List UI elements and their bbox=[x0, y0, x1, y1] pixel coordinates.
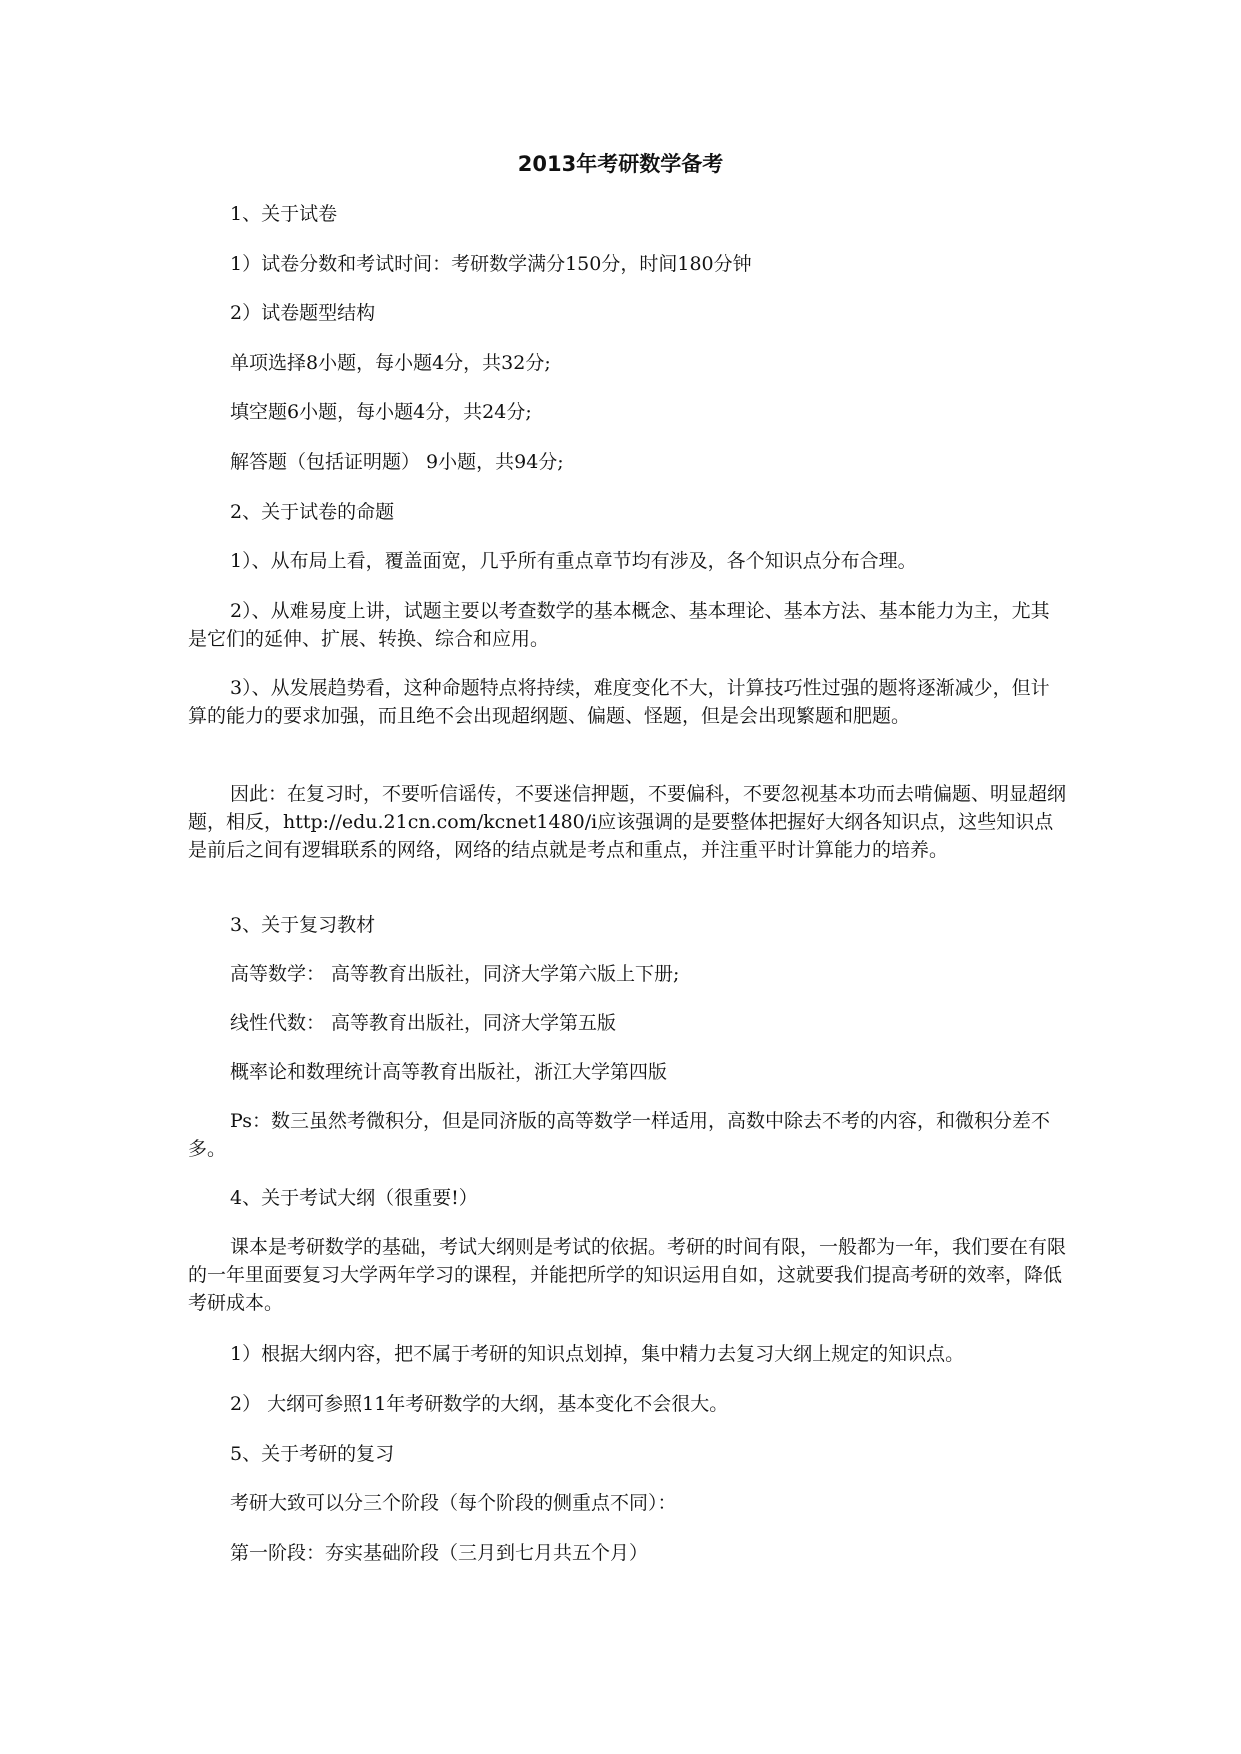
section-heading-3: 3、关于复习教材 bbox=[230, 914, 376, 936]
section-heading-2: 2、关于试卷的命题 bbox=[230, 501, 395, 523]
paragraph: 1）根据大纲内容，把不属于考研的知识点划掉，集中精力去复习大纲上规定的知识点。 bbox=[230, 1343, 965, 1365]
paragraph: 2）试卷题型结构 bbox=[230, 302, 376, 324]
paragraph: 因此：在复习时，不要听信谣传，不要迷信押题，不要偏科，不要忽视基本功而去啃偏题、明显超纲题，相反，http://edu.21cn.com/kcnet1480/i应该强调的是要整体把握好大纲各知识点，这些知识点是前后之间有逻辑联系的网络，网络的结点就是考点和重点，并注重平时计算能力的培养。 bbox=[188, 783, 1067, 861]
paragraph: 3）、从发展趋势看，这种命题特点将持续，难度变化不大，计算技巧性过强的题将逐渐减少，但计算的能力的要求加强，而且绝不会出现超纲题、偏题、怪题，但是会出现繁题和肥题。 bbox=[188, 677, 1050, 727]
paragraph: 第一阶段：夯实基础阶段（三月到七月共五个月） bbox=[230, 1542, 649, 1564]
section-heading-4: 4、关于考试大纲（很重要!） bbox=[230, 1187, 478, 1209]
section-heading-1: 1、关于试卷 bbox=[230, 203, 338, 225]
paragraph: 解答题（包括证明题） 9小题，共94分; bbox=[230, 451, 564, 473]
paragraph: 2）、从难易度上讲，试题主要以考查数学的基本概念、基本理论、基本方法、基本能力为主，尤其是它们的延伸、扩展、转换、综合和应用。 bbox=[188, 600, 1050, 650]
paragraph: 课本是考研数学的基础，考试大纲则是考试的依据。考研的时间有限，一般都为一年，我们要在有限的一年里面要复习大学两年学习的课程，并能把所学的知识运用自如，这就要我们提高考研的效率，降低考研成本。 bbox=[188, 1236, 1067, 1314]
paragraph: 概率论和数理统计高等教育出版社，浙江大学第四版 bbox=[230, 1061, 668, 1083]
paragraph: 填空题6小题，每小题4分，共24分; bbox=[230, 401, 532, 423]
paragraph: 高等数学： 高等教育出版社，同济大学第六版上下册; bbox=[230, 963, 680, 985]
paragraph: Ps：数三虽然考微积分，但是同济版的高等数学一样适用，高数中除去不考的内容，和微积分差不多。 bbox=[188, 1110, 1051, 1160]
paragraph: 考研大致可以分三个阶段（每个阶段的侧重点不同）： bbox=[230, 1492, 677, 1514]
paragraph: 2） 大纲可参照11年考研数学的大纲，基本变化不会很大。 bbox=[230, 1393, 729, 1415]
paragraph: 单项选择8小题，每小题4分，共32分; bbox=[230, 352, 551, 374]
paragraph: 1）、从布局上看，覆盖面宽，几乎所有重点章节均有涉及，各个知识点分布合理。 bbox=[230, 550, 917, 572]
section-heading-5: 5、关于考研的复习 bbox=[230, 1443, 395, 1465]
document-title: 2013年考研数学备考 bbox=[517, 152, 724, 176]
paragraph: 1）试卷分数和考试时间：考研数学满分150分，时间180分钟 bbox=[230, 253, 752, 275]
paragraph: 线性代数： 高等教育出版社，同济大学第五版 bbox=[230, 1012, 617, 1034]
